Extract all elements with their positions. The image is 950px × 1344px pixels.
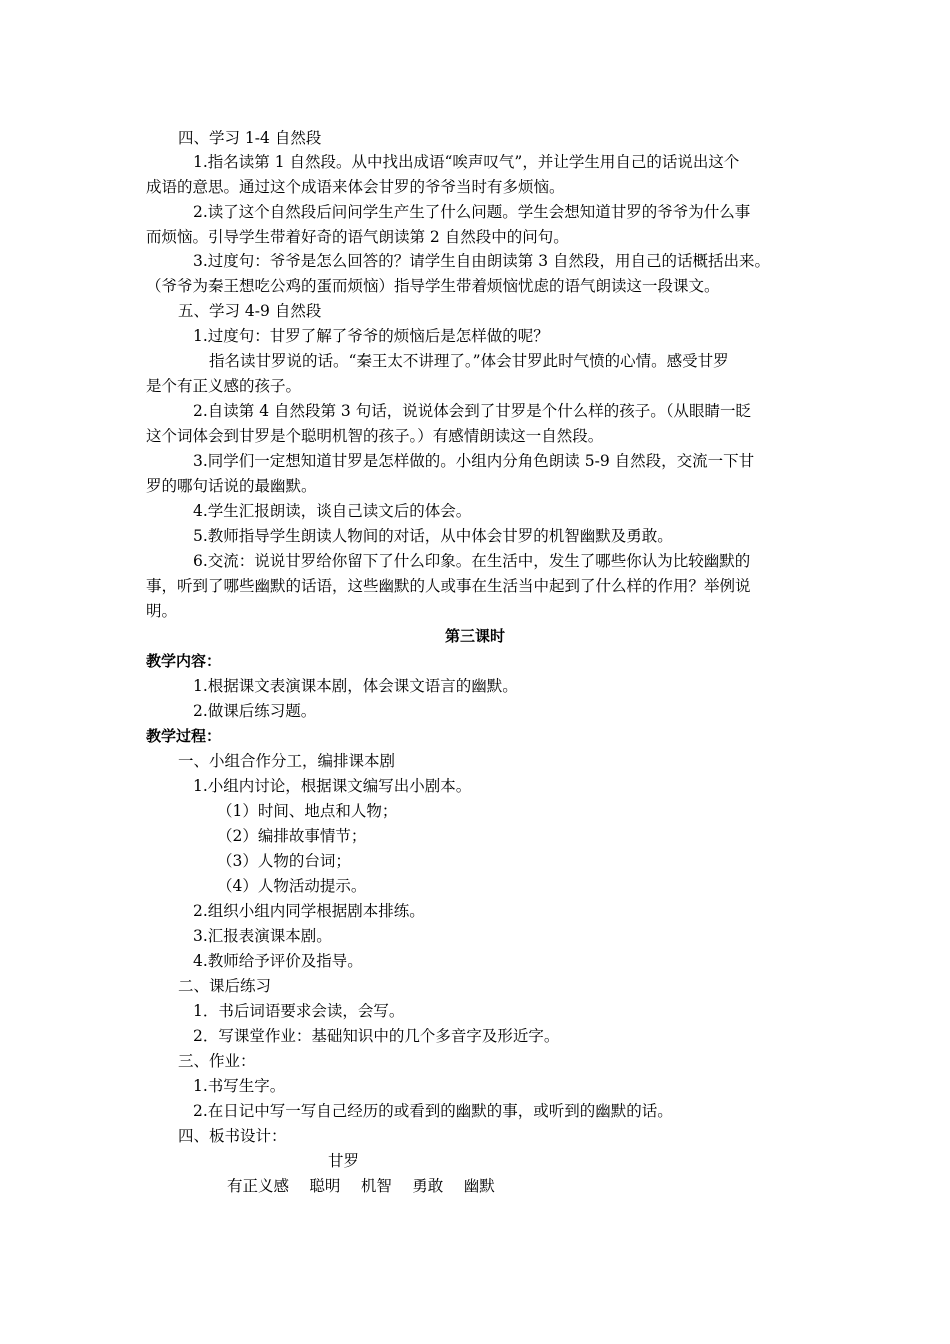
s5-item-6-line-1: 6.交流：说说甘罗给你留下了什么印象。在生活中，发生了哪些你认为比较幽默的 xyxy=(193,552,751,570)
s4-item-2-line-1: 2.读了这个自然段后问问学生产生了什么问题。学生会想知道甘罗的爷爷为什么事 xyxy=(193,203,751,221)
board-design-words: 有正义感 聪明 机智 勇敢 幽默 xyxy=(227,1177,495,1195)
s4-item-1-line-1: 1.指名读第 1 自然段。从中找出成语“唉声叹气”，并让学生用自己的话说出这个 xyxy=(193,153,740,171)
teaching-content-heading: 教学内容： xyxy=(146,652,222,670)
s5-item-2-line-2: 这个词体会到甘罗是个聪明机智的孩子。）有感情朗读这一自然段。 xyxy=(146,427,604,445)
s5-item-6-line-2: 事，听到了哪些幽默的话语，这些幽默的人或事在生活当中起到了什么样的作用？举例说 xyxy=(146,577,751,595)
process-part-4-title: 四、板书设计： xyxy=(178,1127,287,1145)
section-4-heading: 四、学习 1-4 自然段 xyxy=(178,129,322,147)
s5-item-1: 1.过度句：甘罗了解了爷爷的烦恼后是怎样做的呢？ xyxy=(193,327,549,345)
process-part-1-item-1: 1.小组内讨论，根据课文编写出小剧本。 xyxy=(193,777,472,795)
teaching-process-heading: 教学过程： xyxy=(146,727,222,745)
process-part-3-item-2: 2.在日记中写一写自己经历的或看到的幽默的事，或听到的幽默的话。 xyxy=(193,1102,673,1120)
s5-item-4: 4.学生汇报朗读，谈自己读文后的体会。 xyxy=(193,502,472,520)
board-design-title: 甘罗 xyxy=(328,1152,360,1170)
process-part-2-title: 二、课后练习 xyxy=(178,977,272,995)
process-part-1-sub-2: （2）编排故事情节； xyxy=(217,827,367,845)
s4-item-2-line-2: 而烦恼。引导学生带着好奇的语气朗读第 2 自然段中的问句。 xyxy=(146,228,569,246)
s4-item-1-line-2: 成语的意思。通过这个成语来体会甘罗的爷爷当时有多烦恼。 xyxy=(146,178,565,196)
process-part-1-sub-4: （4）人物活动提示。 xyxy=(217,877,367,895)
s5-item-1-sub-line-2: 是个有正义感的孩子。 xyxy=(146,377,302,395)
process-part-1-sub-3: （3）人物的台词； xyxy=(217,852,351,870)
process-part-2-item-2: 2．写课堂作业：基础知识中的几个多音字及形近字。 xyxy=(193,1027,560,1045)
s5-item-3-line-2: 罗的哪句话说的最幽默。 xyxy=(146,477,317,495)
process-part-3-item-1: 1.书写生字。 xyxy=(193,1077,286,1095)
process-part-3-title: 三、作业： xyxy=(178,1052,256,1070)
process-part-1-title: 一、小组合作分工，编排课本剧 xyxy=(178,752,396,770)
lesson-3-title: 第三课时 xyxy=(444,627,505,645)
process-part-1-item-2: 2.组织小组内同学根据剧本排练。 xyxy=(193,902,425,920)
s5-item-6-line-3: 明。 xyxy=(146,602,178,620)
s5-item-3-line-1: 3.同学们一定想知道甘罗是怎样做的。小组内分角色朗读 5-9 自然段，交流一下甘 xyxy=(193,452,755,470)
s4-item-3-line-2: （爷爷为秦王想吃公鸡的蛋而烦恼）指导学生带着烦恼忧虑的语气朗读这一段课文。 xyxy=(146,277,720,295)
s5-item-1-sub-line-1: 指名读甘罗说的话。“秦王太不讲理了。”体会甘罗此时气愤的心情。感受甘罗 xyxy=(209,352,729,370)
teaching-content-item-1: 1.根据课文表演课本剧，体会课文语言的幽默。 xyxy=(193,677,518,695)
s5-item-5: 5.教师指导学生朗读人物间的对话，从中体会甘罗的机智幽默及勇敢。 xyxy=(193,527,673,545)
process-part-1-sub-1: （1）时间、地点和人物； xyxy=(217,802,398,820)
s4-item-3-line-1: 3.过度句：爷爷是怎么回答的？请学生自由朗读第 3 自然段，用自己的话概括出来。 xyxy=(193,252,771,270)
process-part-2-item-1: 1．书后词语要求会读，会写。 xyxy=(193,1002,405,1020)
process-part-1-item-4: 4.教师给予评价及指导。 xyxy=(193,952,363,970)
section-5-heading: 五、学习 4-9 自然段 xyxy=(178,302,322,320)
process-part-1-item-3: 3.汇报表演课本剧。 xyxy=(193,927,332,945)
s5-item-2-line-1: 2.自读第 4 自然段第 3 句话，说说体会到了甘罗是个什么样的孩子。（从眼睛一眨 xyxy=(193,402,751,420)
teaching-content-item-2: 2.做课后练习题。 xyxy=(193,702,317,720)
